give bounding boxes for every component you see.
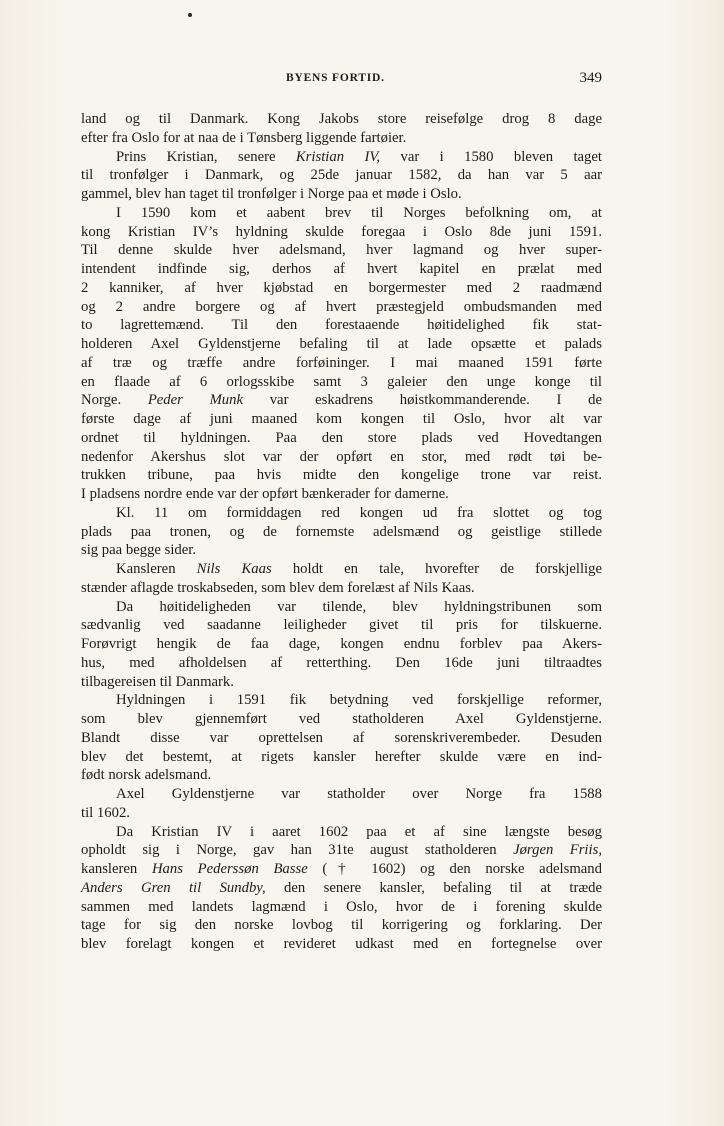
text-run: to lagrettemænd. Til den forestaaende høitidelighed fik stat- [81,317,602,334]
text-line [81,241,602,260]
text-line [81,654,602,673]
text-line [81,391,602,410]
text-line [81,691,602,710]
text-line [81,935,602,954]
text-line [81,766,602,785]
text-run: gammel, blev han taget til tronfølger i Norge paa et møde i Oslo. [81,186,462,202]
text-line [81,898,602,917]
text-run: ordnet til hyldningen. Paa den store plads ved Hovedtangen [81,429,602,446]
text-run: til tronfølger i Danmark, og 25de januar 1582, da han var 5 aar [81,167,602,184]
text-run: sammen med landets lagmænd i Oslo, hvor de i forening skulde [81,898,602,915]
text-run: af træ og træffe andre forføininger. I mai maaned 1591 førte [81,354,602,371]
text-line [81,410,602,429]
running-title: BYENS FORTID. [286,72,385,84]
text-line [81,316,602,335]
text-run: var eskadrens høistkommanderende. I de [243,392,602,409]
text-run: intendent indfinde sig, derhos af hvert kapitel en prælat med [81,261,602,277]
text-run: og 2 andre borgere og af hvert præstegjeld ombudsmanden med [81,298,602,315]
text-line [81,260,602,279]
text-line [81,373,602,392]
text-line [81,504,602,523]
text-line [81,354,602,373]
text-line [81,748,602,767]
text-line [81,166,602,185]
italic-name: Nils Kaas [196,561,272,577]
text-line [81,448,602,467]
text-run: I pladsens nordre ende var der opført bænkerader for damerne. [81,486,449,502]
text-line [81,110,602,129]
text-run: land og til Danmark. Kong Jakobs store reisefølge drog 8 dage [81,111,602,127]
text-run: sædvanlig ved saadanne leiligheder givet til pris for tilskuerne. [81,617,602,634]
text-run: den senere kansler, befaling til at træde [265,879,602,896]
text-line [81,466,602,485]
text-run: hus, med afholdelsen af retterthing. Den 16de juni tiltraadtes [81,654,602,671]
text-run: holderen Axel Gyldenstjerne befaling til at lade opsætte et palads [81,336,602,352]
text-run: Blandt disse var oprettelsen af sorenskriverembeder. Desuden [81,729,602,746]
text-run: kong Kristian IV’s hyldning skulde foregaa i Oslo 8de juni 1591. [81,223,602,240]
text-line [81,785,602,804]
italic-name: Peder Munk [147,392,244,409]
text-run: stænder aflagde troskabseden, som blev dem forelæst af Nils Kaas. [81,579,475,596]
text-line [81,804,602,823]
text-line [81,129,602,148]
text-run: Da høitideligheden var tilende, blev hyldningstribunen som [116,598,602,615]
ink-speck [188,13,192,17]
text-run: plads paa tronen, og de fornemste adelsmænd og geistlige stillede [81,523,602,540]
text-line [81,560,602,579]
italic-name: Kristian IV, [295,148,381,165]
text-run: Prins Kristian, senere [116,148,296,165]
text-line [81,841,602,860]
text-run: til 1602. [81,804,130,821]
text-run: I 1590 kom et aabent brev til Norges befolkning om, at [116,204,602,221]
text-run: Til denne skulde hver adelsmand, hver lagmand og hver super- [81,242,602,259]
text-run: Kl. 11 om formiddagen red kongen ud fra slottet og tog [116,504,602,521]
text-run: 2 kanniker, af hver kjøbstad en borgermester med 2 raadmænd [81,279,602,296]
text-line [81,298,602,317]
text-line [81,335,602,354]
text-line [81,485,602,504]
text-run: holdt en tale, hvorefter de forskjellige [271,561,602,577]
text-run: første dage af juni maaned kom kongen til Oslo, hvor alt var [81,411,602,427]
text-run: født norsk adelsmand. [81,767,212,784]
text-run: Axel Gyldenstjerne var statholder over Norge fra 1588 [116,786,602,802]
page-number: 349 [579,70,602,86]
text-line [81,635,602,654]
text-run: kansleren [81,861,152,877]
italic-name: Jørgen Friis, [513,842,602,859]
text-run: blev forelagt kongen et revideret udkast med en fortegnelse over [81,936,602,952]
text-run: tage for sig den norske lovbog til korrigering og forklaring. Der [81,917,602,934]
text-line [81,879,602,898]
text-line [81,916,602,935]
text-line [81,541,602,560]
text-run: trukken tribune, paa hvis midte den kongelige trone var reist. [81,467,602,484]
text-run: Forøvrigt hengik de faa dage, kongen endnu forblev paa Akers- [81,636,602,652]
text-line [81,598,602,617]
text-run: Da Kristian IV i aaret 1602 paa et af sine længste besøg [116,823,602,840]
text-run: († 1602) og den norske adelsmand [307,861,602,877]
text-line [81,673,602,692]
text-run: Hyldningen i 1591 fik betydning ved forskjellige reformer, [116,692,602,709]
text-run: Norge. [81,392,148,409]
text-line [81,523,602,542]
text-run: nedenfor Akershus slot var der opført en stor, med rødt tøi be- [81,448,602,465]
text-line [81,579,602,598]
text-run: var i 1580 bleven taget [380,148,602,165]
text-line [81,729,602,748]
text-line [81,185,602,204]
text-run: en flaade af 6 orlogsskibe samt 3 galeier den unge konge til [81,373,602,390]
italic-name: Hans Pederssøn Basse [151,861,308,877]
text-run: Kansleren [116,561,197,577]
text-line [81,860,602,879]
italic-name: Anders Gren til Sundby, [81,879,266,896]
text-line [81,223,602,242]
text-run: blev det bestemt, at rigets kansler herefter skulde være en ind- [81,748,602,765]
text-line [81,279,602,298]
text-run: efter fra Oslo for at naa de i Tønsberg liggende fartøier. [81,129,407,146]
text-line [81,616,602,635]
text-line [81,148,602,167]
text-line [81,710,602,729]
text-run: opholdt sig i Norge, gav han 31te august statholderen [81,842,514,859]
text-line [81,823,602,842]
text-run: sig paa begge sider. [81,542,197,559]
body-text [81,110,602,954]
text-line [81,429,602,448]
text-line [81,204,602,223]
text-run: som blev gjennemført ved statholderen Axel Gyldenstjerne. [81,711,602,727]
text-run: tilbagereisen til Danmark. [81,673,234,690]
page-header [81,72,602,92]
